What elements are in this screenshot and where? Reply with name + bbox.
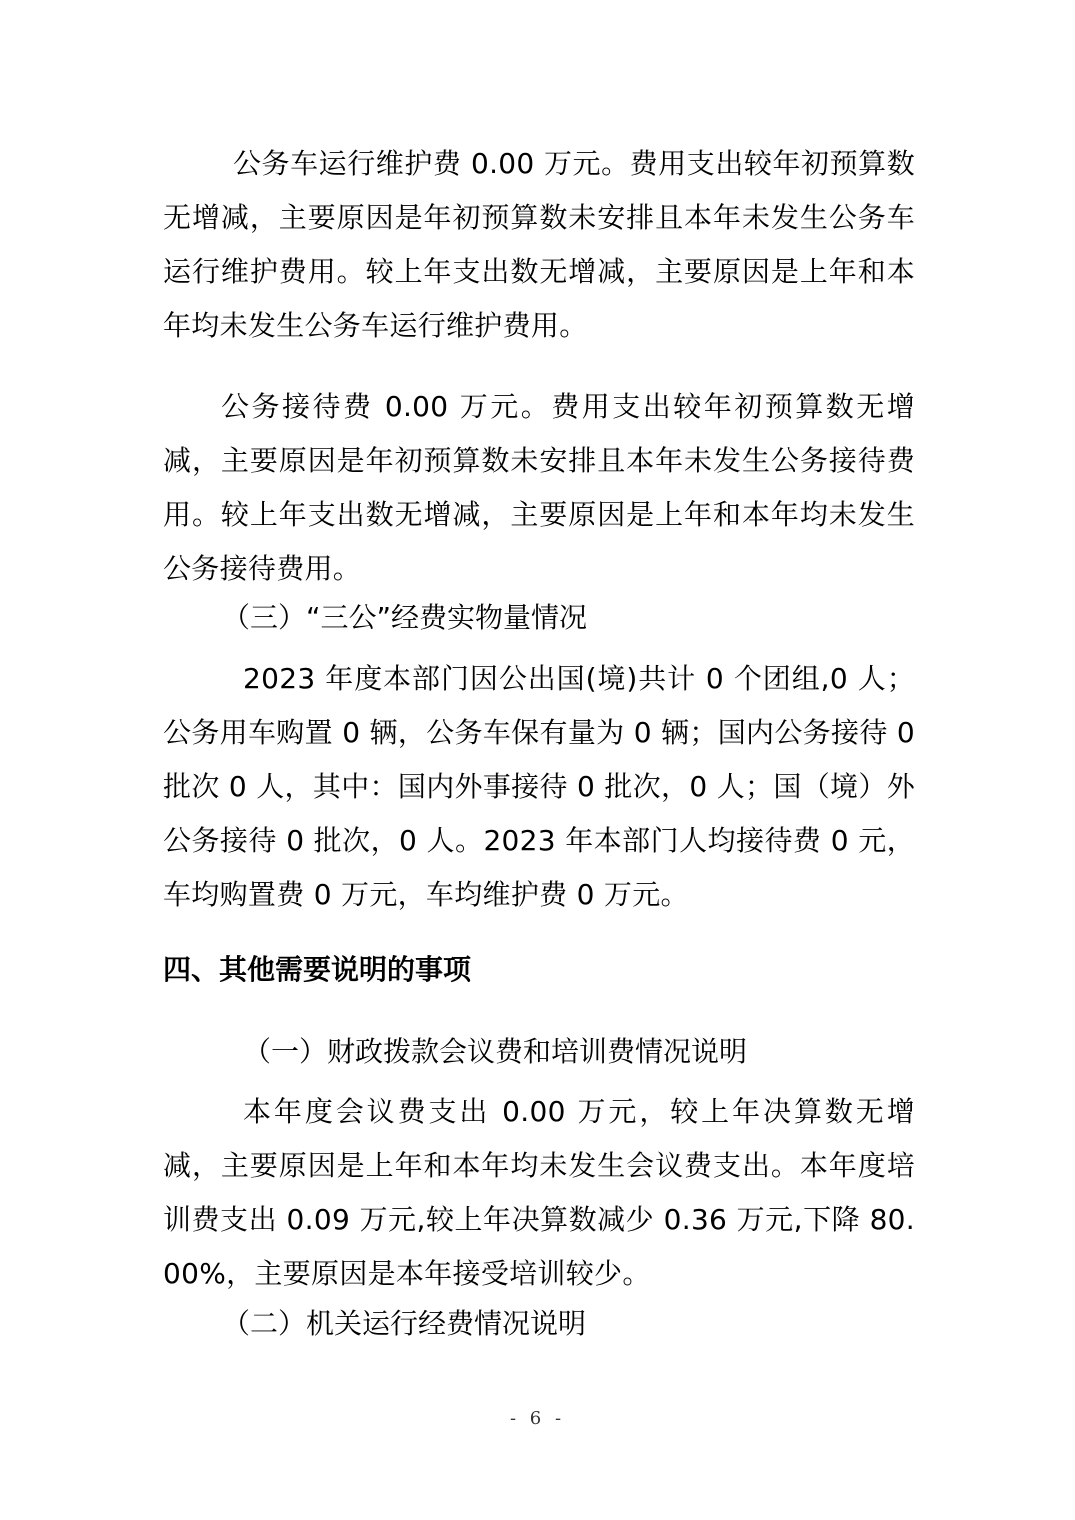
- paragraph-quantity-details: 2023 年度本部门因公出国(境)共计 0 个团组,0 人；公务用车购置 0 辆，公务车保有量为 0 辆；国内公务接待 0 批次 0 人，其中：国内外事接待 0 批次，0 人；国（境）外公务接待 0 批次，0 人。2023 年本部门人均接待费 0 元，车均购置费 0 万元，车均维护费 0 万元。: [163, 662, 915, 911]
- paragraph-vehicle-maintenance: 公务车运行维护费 0.00 万元。费用支出较年初预算数无增减，主要原因是年初预算数未安排且本年未发生公务车运行维护费用。较上年支出数无增减，主要原因是上年和本年均未发生公务车运行维护费用。: [163, 147, 915, 342]
- heading-section-four: 四、其他需要说明的事项: [163, 953, 472, 986]
- page-number: - 6 -: [509, 1408, 566, 1429]
- heading-three-public-quantity: （三）“三公”经费实物量情况: [222, 601, 588, 634]
- paragraph-meeting-training-details: 本年度会议费支出 0.00 万元，较上年决算数无增减，主要原因是上年和本年均未发生会议费支出。本年度培训费支出 0.09 万元,较上年决算数减少 0.36 万元,下降 80.00%，主要原因是本年接受培训较少。: [163, 1095, 915, 1290]
- heading-meeting-training: （一）财政拨款会议费和培训费情况说明: [243, 1035, 748, 1068]
- heading-operating-expenses: （二）机关运行经费情况说明: [222, 1307, 587, 1340]
- paragraph-reception-fee: 公务接待费 0.00 万元。费用支出较年初预算数无增减，主要原因是年初预算数未安排且本年未发生公务接待费用。较上年支出数无增减，主要原因是上年和本年均未发生公务接待费用。: [163, 390, 915, 585]
